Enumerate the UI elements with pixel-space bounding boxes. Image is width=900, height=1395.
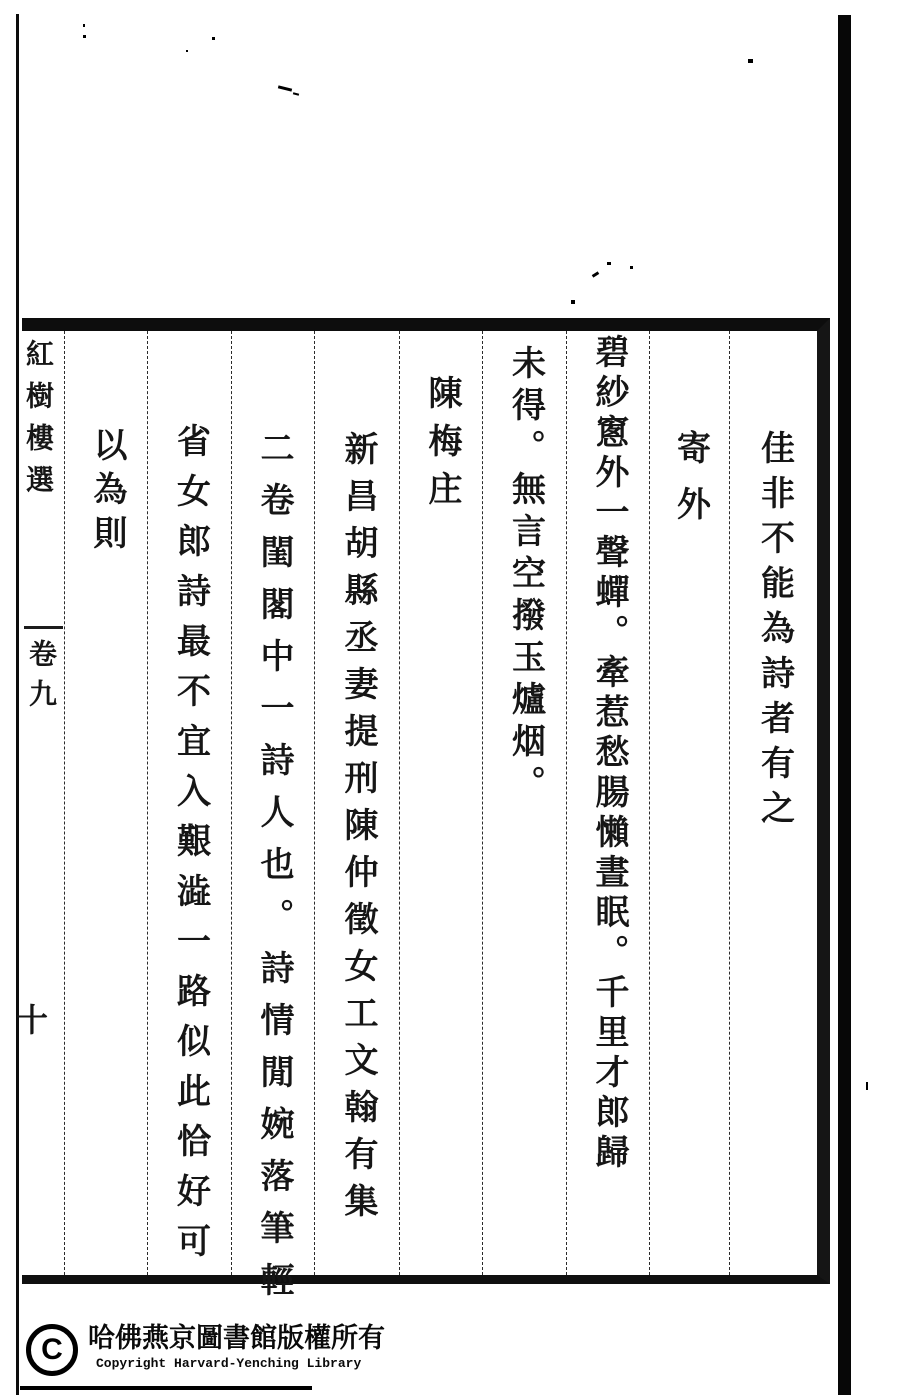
- margin-folio-number: 十: [12, 1003, 48, 1035]
- column-text: 碧紗窻外一聲蟬。牽惹愁腸懶晝眠。千里才郎歸: [590, 334, 627, 1174]
- scan-speck: [748, 59, 753, 63]
- scan-speck: [83, 24, 85, 27]
- footer-rule: [20, 1386, 312, 1390]
- text-column-3: [567, 331, 650, 1275]
- left-page-edge-rule: [16, 14, 19, 1395]
- margin-strip-divider: [24, 626, 63, 629]
- text-column-9: [65, 331, 148, 1275]
- column-text: 以為則: [88, 427, 125, 559]
- scan-speck: [571, 300, 575, 304]
- scan-speck: [186, 50, 188, 52]
- margin-volume-label: 卷九: [25, 639, 56, 719]
- scan-speck: [866, 1082, 868, 1090]
- text-block-frame: [12, 318, 830, 1314]
- scan-speck: [278, 85, 292, 91]
- scan-speck: [592, 271, 600, 277]
- column-text: 佳非不能為詩者有之: [755, 430, 793, 835]
- scan-speck: [607, 262, 611, 265]
- copyright-chinese-text: 哈佛燕京圖書館版權所有: [88, 1323, 385, 1353]
- column-text: 未得。無言空撥玉爐烟。: [506, 345, 544, 807]
- text-column-1: [730, 331, 817, 1275]
- copyright-circle-icon: C: [26, 1324, 78, 1376]
- margin-book-title: 紅樹樓選: [22, 339, 53, 507]
- right-binding-bar: [838, 15, 851, 1395]
- column-text: 省女郎詩最不宜入艱澁一路似此恰好可: [171, 423, 209, 1273]
- text-column-4: [483, 331, 567, 1275]
- scan-speck: [212, 37, 215, 40]
- column-text: 陳梅庄: [423, 375, 460, 519]
- copyright-stamp: [20, 1316, 385, 1386]
- text-column-8: [148, 331, 232, 1275]
- copyright-english-text: Copyright Harvard-Yenching Library: [96, 1356, 362, 1371]
- column-text: 新昌胡縣丞妻提刑陳仲徵女工文翰有集: [339, 431, 376, 1230]
- column-text: 寄外: [671, 430, 709, 542]
- scan-speck: [630, 266, 633, 269]
- text-column-5-poet-name: [400, 331, 483, 1275]
- text-column-7: [232, 331, 315, 1314]
- scan-speck: [83, 35, 86, 38]
- text-column-6: [315, 331, 400, 1275]
- scan-speck: [293, 92, 299, 95]
- column-text: 二卷閨閣中一詩人也。詩情閒婉落筆輕: [255, 430, 292, 1314]
- margin-strip: [12, 331, 65, 1275]
- text-column-2-poem-title: [650, 331, 730, 1275]
